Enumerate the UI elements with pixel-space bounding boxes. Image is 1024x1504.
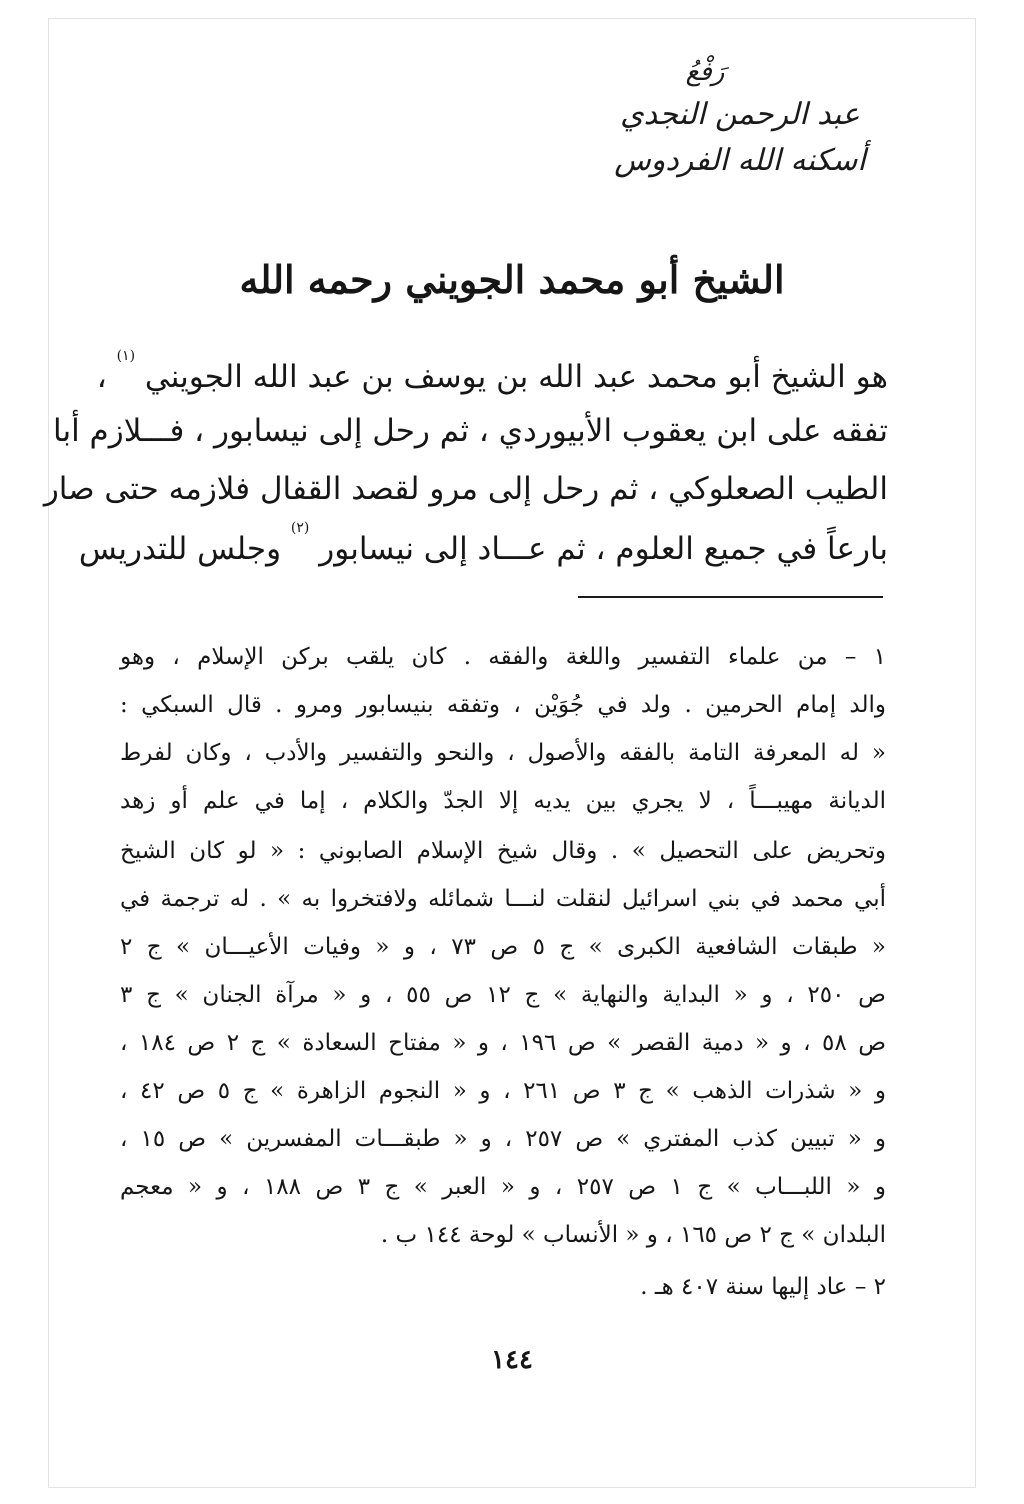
- page-title: الشيخ أبو محمد الجويني رحمه الله: [239, 257, 785, 302]
- footnote-line: ص ٥٨ ، و « دمية القصر » ص ١٩٦ ، و « مفتاح السعادة » ج ٢ ص ١٨٤ ،: [120, 1030, 886, 1056]
- footnote-separator: [578, 596, 883, 598]
- stamp-line-2: عبد الرحمن النجدي: [620, 97, 860, 132]
- footnote-marker: (٢): [290, 520, 310, 536]
- footnote-line: و « شذرات الذهب » ج ٣ ص ٢٦١ ، و « النجوم الزاهرة » ج ٥ ص ٤٢ ،: [120, 1078, 886, 1104]
- footnote-line: و « تبيين كذب المفتري » ص ٢٥٧ ، و « طبقـــات المفسرين » ص ١٥ ،: [120, 1126, 886, 1152]
- body-line: تفقه على ابن يعقوب الأبيوردي ، ثم رحل إلى نيسابور ، فـــلازم أبا: [53, 413, 888, 449]
- body-text: بارعاً في جميع العلوم ، ثم عـــاد إلى نيسابور: [319, 531, 888, 567]
- footnote-line: وتحريض على التحصيل » . وقال شيخ الإسلام الصابوني : « لو كان الشيخ: [120, 838, 886, 864]
- footnote-line: « له المعرفة التامة بالفقه والأصول ، والنحو والتفسير والأدب ، وكان لفرط: [120, 740, 886, 766]
- ownership-stamp: [610, 52, 870, 212]
- footnote-line: ص ٢٥٠ ، و « البداية والنهاية » ج ١٢ ص ٥٥ ، و « مرآة الجنان » ج ٣: [120, 982, 886, 1008]
- footnote-line: و « اللبـــاب » ج ١ ص ٢٥٧ ، و « العبر » ج ٣ ص ١٨٨ ، و « معجم: [120, 1174, 886, 1200]
- body-punctuation: ،: [96, 359, 107, 395]
- body-line: الطيب الصعلوكي ، ثم رحل إلى مرو لقصد القفال فلازمه حتى صار: [43, 471, 888, 507]
- footnote-2: ٢ – عاد إليها سنة ٤٠٧ هـ .: [640, 1274, 886, 1300]
- footnote-line: « طبقات الشافعية الكبرى » ج ٥ ص ٧٣ ، و « وفيات الأعيـــان » ج ٢: [120, 934, 887, 960]
- body-line: [78, 518, 888, 580]
- body-line: [96, 346, 888, 408]
- footnote-marker: (١): [116, 348, 136, 364]
- footnote-line: الديانة مهيبـــاً ، لا يجري بين يديه إلا الجدّ والكلام ، إما في علم أو زهد: [120, 788, 886, 814]
- footnote-line: ١ – من علماء التفسير واللغة والفقه . كان يلقب بركن الإسلام ، وهو: [120, 644, 886, 670]
- page-number: ١٤٤: [491, 1345, 533, 1375]
- footnote-line: والد إمام الحرمين . ولد في جُوَيْن ، وتفقه بنيسابور ومرو . قال السبكي :: [120, 692, 886, 718]
- body-text: هو الشيخ أبو محمد عبد الله بن يوسف بن عبد الله الجويني: [144, 359, 888, 395]
- footnote-line: البلدان » ج ٢ ص ١٦٥ ، و « الأنساب » لوحة ١٤٤ ب .: [380, 1222, 886, 1248]
- footnote-line: أبي محمد في بني اسرائيل لنقلت لنـــا شمائله ولافتخروا به » . له ترجمة في: [120, 886, 886, 912]
- body-text: وجلس للتدريس: [78, 531, 282, 567]
- stamp-line-1: رَفْعُ: [685, 57, 725, 87]
- stamp-line-3: أسكنه الله الفردوس: [614, 143, 866, 178]
